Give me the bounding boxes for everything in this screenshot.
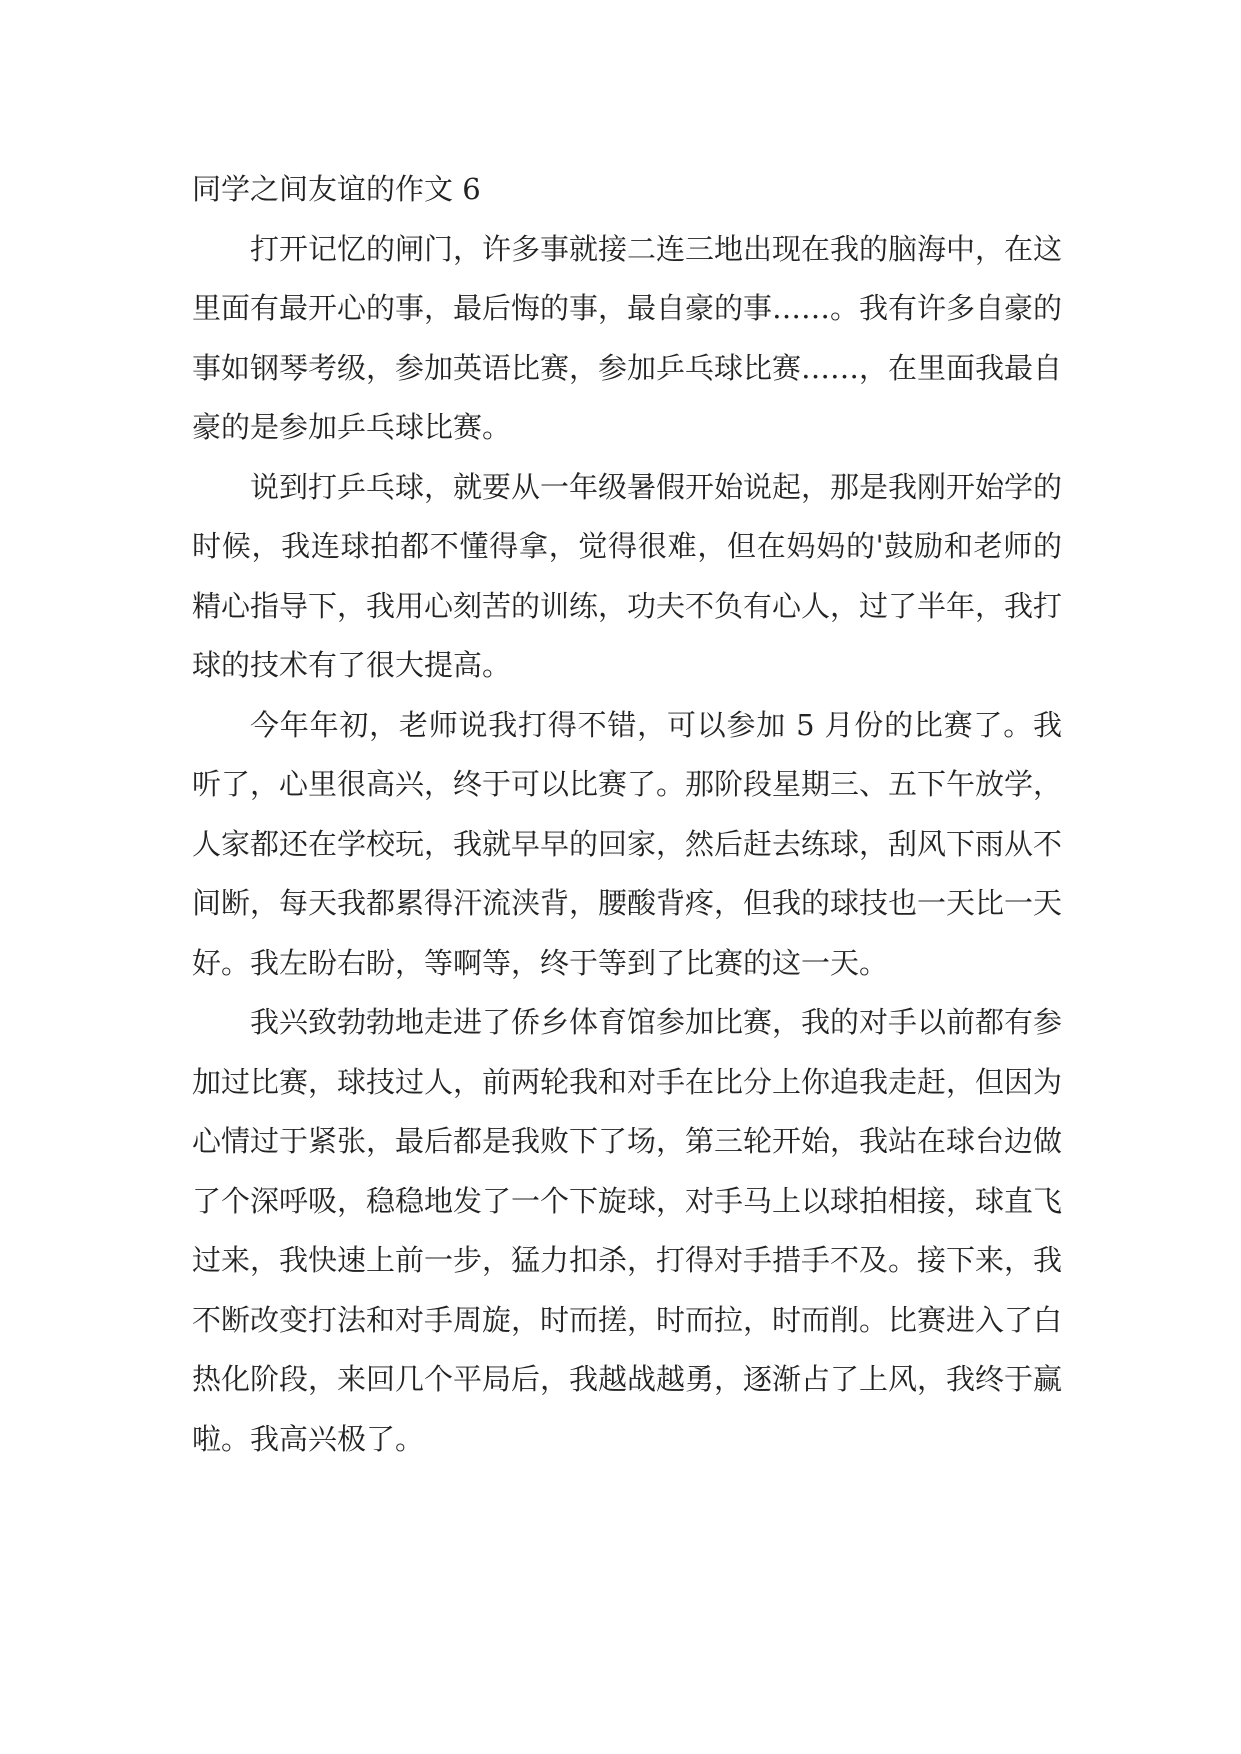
document-title: 同学之间友谊的作文 6	[192, 172, 481, 206]
document-body	[192, 160, 1062, 1469]
paragraph-3: 今年年初，老师说我打得不错，可以参加 5 月份的比赛了。我听了，心里很高兴，终于可以比赛了。那阶段星期三、五下午放学，人家都还在学校玩，我就早早的回家，然后赶去练球，刮风下雨从不间断，每天我都累得汗流浃背，腰酸背疼，但我的球技也一天比一天好。我左盼右盼，等啊等，终于等到了比赛的这一天。	[192, 707, 1063, 980]
paragraph-4: 我兴致勃勃地走进了侨乡体育馆参加比赛，我的对手以前都有参加过比赛，球技过人，前两轮我和对手在比分上你追我走赶，但因为心情过于紧张，最后都是我败下了场，第三轮开始，我站在球台边做了个深呼吸，稳稳地发了一个下旋球，对手马上以球拍相接，球直飞过来，我快速上前一步，猛力扣杀，打得对手措手不及。接下来，我不断改变打法和对手周旋，时而搓，时而拉，时而削。比赛进入了白热化阶段，来回几个平局后，我越战越勇，逐渐占了上风，我终于赢啦。我高兴极了。	[192, 1005, 1063, 1456]
paragraph-1: 打开记忆的闸门，许多事就接二连三地出现在我的脑海中，在这里面有最开心的事，最后悔的事，最自豪的事……。我有许多自豪的事如钢琴考级，参加英语比赛，参加乒乓球比赛……，在里面我最自豪的是参加乒乓球比赛。	[192, 231, 1063, 444]
paragraph-2: 说到打乒乓球，就要从一年级暑假开始说起，那是我刚开始学的时候，我连球拍都不懂得拿，觉得很难，但在妈妈的'鼓励和老师的精心指导下，我用心刻苦的训练，功夫不负有心人，过了半年，我打球的技术有了很大提高。	[192, 469, 1063, 682]
